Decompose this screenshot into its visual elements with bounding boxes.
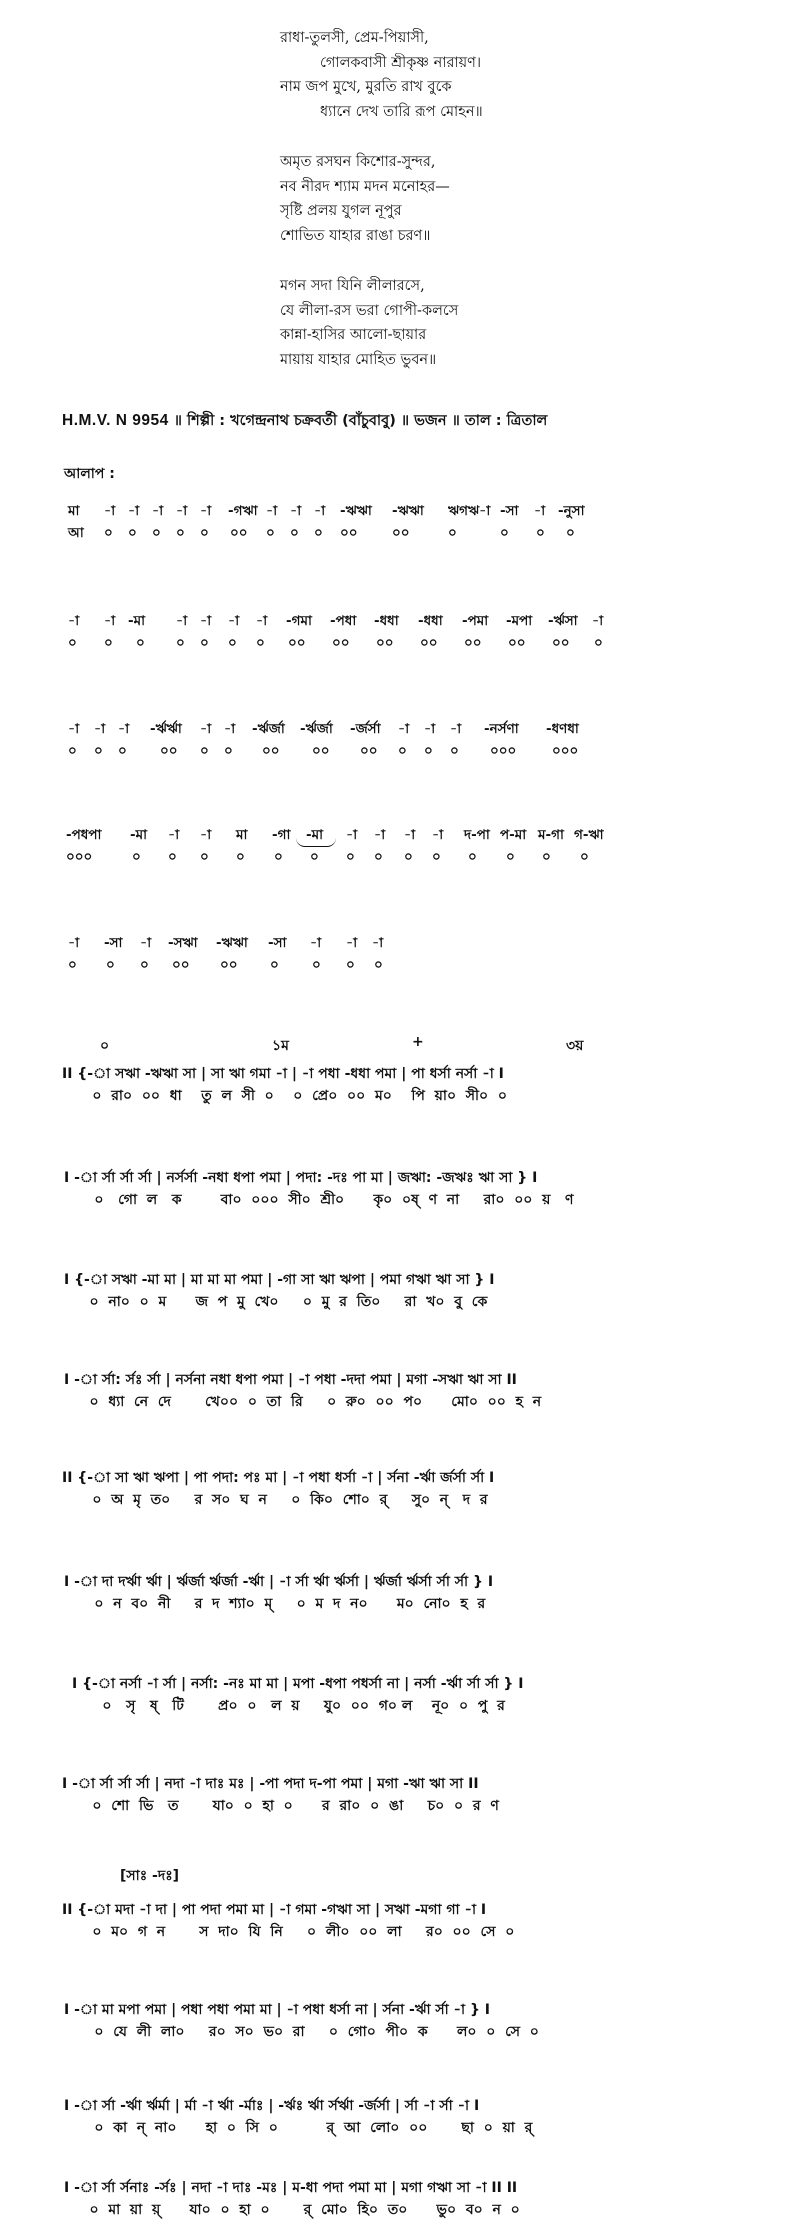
syllable: ০ <box>104 525 113 541</box>
lyric-line: অমৃত রসঘন কিশোর-সুন্দর, <box>280 154 436 170</box>
taal-marker: ১ম <box>272 1038 289 1054</box>
syllable: ০০ <box>464 635 482 651</box>
song-lyrics <box>280 26 700 398</box>
syllable: ০০ <box>160 743 178 759</box>
swara-note: -া <box>104 503 116 519</box>
swara-line: I -া র্সা র্সা র্সা | নর্সর্সা -নধা ধপা পমা | পদা: -দঃ পা মা | জঋা: -জঋঃ ঋা সা } I <box>64 1170 538 1186</box>
swara-note: -া <box>534 503 546 519</box>
swara-note: -নর্সণা <box>484 721 519 737</box>
syllable: ০ <box>506 849 515 865</box>
syllable: ০ <box>94 743 103 759</box>
alap-row <box>0 610 800 654</box>
syllable: ০০ <box>392 525 410 541</box>
swara-note: -া <box>68 613 80 629</box>
syllable: ০ <box>224 743 233 759</box>
swara-note: -া <box>200 503 212 519</box>
syllable: ০ <box>256 635 265 651</box>
syllable: ০ <box>200 849 209 865</box>
swara-note: ম-গা <box>538 827 564 843</box>
syllable-line: ০ মা য়া য়্ যা০ ০ হা ০ র্ মো০ হি০ ত০ ভু০ ব০ ন ০ <box>70 2202 520 2218</box>
bandish-row <box>0 1570 800 1614</box>
swara-note: -র্জর্সা <box>350 721 381 737</box>
syllable: ০০ <box>288 635 306 651</box>
swara-note: -া <box>128 503 140 519</box>
bandish-row <box>0 1672 800 1716</box>
swara-line: I -া র্সা র্সা র্সা | নদা -া দাঃ মঃ | -পা পদা দ-পা পমা | মগা -ঋা ঋা সা II <box>62 1776 479 1792</box>
bandish-row <box>0 1898 800 1942</box>
swara-note: -সঋা <box>168 935 198 951</box>
swara-line: I -া দা দর্ঋা র্ঋা | র্ঋর্জা র্ঋর্জা -র্ঋা | -া র্সা র্ঋা র্ঋর্সা | র্ঋর্জা র্ঋর্সা র্সা র্সা } I <box>64 1574 494 1590</box>
swara-note: -ঋঋা <box>340 503 372 519</box>
lyric-line: রাধা-তুলসী, প্রেম-পিয়াসী, <box>280 30 429 46</box>
swara-note: -র্ঋর্জা <box>252 721 285 737</box>
swara-note: -া <box>168 827 180 843</box>
syllable: ০ <box>106 957 115 973</box>
lyric-line: শোভিত যাহার রাঙা চরণ॥ <box>280 227 431 244</box>
swara-note: গ-ঋা <box>574 827 604 843</box>
syllable: ০০ <box>340 525 358 541</box>
lyric-line: গোলকবাসী শ্রীকৃষ্ণ নারায়ণ। <box>320 54 482 71</box>
swara-line: I -া র্সা: র্সঃ র্সা | নর্সনা নধা ধপা পমা | -া পধা -দদা পমা | মগা -সঋা ঋা সা II <box>64 1372 517 1388</box>
swara-note: -া <box>310 935 322 951</box>
swara-note: -া <box>140 935 152 951</box>
syllable: ০ <box>200 635 209 651</box>
syllable: ০ <box>274 849 283 865</box>
swara-note: -া <box>104 613 116 629</box>
syllable: ০ <box>228 635 237 651</box>
syllable-line: ০ কা ন্ না০ হা ০ সি ০ র্ আ লো০ ০০ ছা ০ য়া র্ <box>70 2120 533 2136</box>
syllable: ০০০ <box>66 849 93 865</box>
swara-note: মা <box>236 827 248 843</box>
bandish-row <box>0 1166 800 1210</box>
lyric-line: মায়ায় যাহার মোহিত ভুবন॥ <box>280 351 437 368</box>
swara-line: I {-া নর্সা -া র্সা | নর্সা: -নঃ মা মা | মপা -ধপা পধর্সা না | নর্সা -র্ঋা র্সা র্সা } I <box>72 1676 524 1692</box>
swara-note: -সা <box>268 935 287 951</box>
syllable: আ <box>68 525 84 541</box>
record-catalog-number: H.M.V. N 9954 <box>62 412 169 429</box>
syllable-line: ০ ন ব০ নী র দ শ্যা০ ম্ ০ ম দ ন০ ম০ নো০ হ র <box>70 1596 486 1612</box>
syllable: ০ <box>374 849 383 865</box>
lyric-line: মগন সদা যিনি লীলারসে, <box>280 278 425 294</box>
swara-note: -া <box>152 503 164 519</box>
syllable: ০ <box>310 849 319 865</box>
syllable: ০ <box>424 743 433 759</box>
swara-note: -ধধা <box>374 613 399 629</box>
syllable: ০০ <box>360 743 378 759</box>
swara-line: II {-া সা ঋা ঋপা | পা পদা: পঃ মা | -া পধা ধর্সা -া | র্সনা -র্ঋা র্জর্সা র্সা I <box>62 1470 495 1486</box>
lyric-stanza <box>280 274 700 372</box>
syllable: ০ <box>346 849 355 865</box>
taal-marker: + <box>412 1034 424 1050</box>
syllable: ০ <box>468 849 477 865</box>
syllable: ০ <box>450 743 459 759</box>
lyric-line: যে লীলা-রস ভরা গোপী-কলসে <box>280 302 459 319</box>
syllable: ০ <box>374 957 383 973</box>
swara-note: -া <box>290 503 302 519</box>
lyric-line: কান্না-হাসির আলো-ছায়ার <box>280 327 427 343</box>
swara-note: -মা <box>130 827 148 843</box>
syllable: ০ <box>118 743 127 759</box>
swara-note: -া <box>224 721 236 737</box>
swara-note: -র্ঋর্ঋা <box>150 721 182 737</box>
swara-note: -া <box>372 935 384 951</box>
bandish-row <box>0 1368 800 1412</box>
syllable: ০ <box>346 957 355 973</box>
syllable-line: ০ গো ল ক বা০ ০০০ সী০ শ্রী০ কৃ০ ০ষ্ ণ না রা০ ০০ য় ণ <box>70 1192 574 1208</box>
record-info-line <box>62 410 762 434</box>
swara-note: -গমা <box>286 613 312 629</box>
swara-line: I -া মা মপা পমা | পধা পধা পমা মা | -া পধা ধর্সা না | র্সনা -র্ঋা র্সা -া } I <box>64 2002 491 2018</box>
syllable: ০ <box>176 635 185 651</box>
alap-row <box>0 718 800 762</box>
swara-note: -া <box>398 721 410 737</box>
swara-note: -ধধা <box>418 613 443 629</box>
alap-row <box>0 824 800 868</box>
syllable: ০০০ <box>552 743 579 759</box>
swara-note: -র্ঋর্জা <box>300 721 333 737</box>
syllable: ০ <box>68 743 77 759</box>
swara-note: -া <box>228 613 240 629</box>
swara-note: -া <box>266 503 278 519</box>
alap-row <box>0 500 800 544</box>
syllable: ০ <box>594 635 603 651</box>
syllable: ০ <box>104 635 113 651</box>
syllable: ০০ <box>508 635 526 651</box>
syllable: ০ <box>266 525 275 541</box>
syllable: ০ <box>500 525 509 541</box>
swara-note: -মা <box>128 613 146 629</box>
swara-line: I -া র্সা র্সনাঃ -র্সঃ | নদা -া দাঃ -মঃ | ম-ধা পদা পমা মা | মগা গঋা সা -া II II <box>64 2180 518 2196</box>
syllable: ০ <box>270 957 279 973</box>
syllable: ০ <box>136 635 145 651</box>
swara-line: II {-া মদা -া দা | পা পদা পমা মা | -া গমা -গঋা সা | সঋা -মগা গা -া I <box>62 1902 487 1918</box>
syllable: ০০ <box>552 635 570 651</box>
swara-note: -া <box>200 721 212 737</box>
swara-note: -সা <box>500 503 519 519</box>
syllable-line: ০ ধ্যা নে দে খে০০ ০ তা রি ০ রু০ ০০ প০ মো০ ০০ হ ন <box>70 1394 542 1410</box>
syllable: ০ <box>398 743 407 759</box>
swara-note: দ-পা <box>464 827 490 843</box>
syllable: ০ <box>290 525 299 541</box>
swara-note: মা <box>68 503 80 519</box>
syllable-line: ০ অ মৃ ত০ র স০ ঘ ন ০ কি০ শো০ র্ সু০ ন্ দ র <box>68 1492 488 1508</box>
bandish-row <box>0 2094 800 2138</box>
syllable: ০ <box>580 849 589 865</box>
swara-note: -গা <box>272 827 291 843</box>
swara-note: -ধণধা <box>546 721 579 737</box>
swara-note: -পমা <box>462 613 489 629</box>
lyric-stanza <box>280 150 700 248</box>
swara-note: -া <box>404 827 416 843</box>
swara-note: -গঋা <box>228 503 258 519</box>
swara-note: -া <box>592 613 604 629</box>
syllable: ০ <box>432 849 441 865</box>
syllable: ০০০ <box>490 743 517 759</box>
syllable: ০ <box>128 525 137 541</box>
swara-line: I -া র্সা -র্ঋা র্ঋর্মা | র্মা -া র্ঋা -র্মাঃ | -র্ঋঃ র্ঋা র্সর্ঋা -র্জর্সা | র্সা -া র্সা -া I <box>64 2098 480 2114</box>
bandish-row <box>0 1062 800 1106</box>
alap-heading: আলাপ : <box>64 466 115 482</box>
swara-note: -া <box>450 721 462 737</box>
syllable: ০ <box>200 525 209 541</box>
bandish-row <box>0 1466 800 1510</box>
swara-note: -া <box>346 935 358 951</box>
swara-note: -া <box>314 503 326 519</box>
syllable: ০ <box>152 525 161 541</box>
swara-note: -পধা <box>330 613 357 629</box>
swara-note: প-মা <box>500 827 527 843</box>
syllable: ০০ <box>376 635 394 651</box>
syllable-line: ০ ম০ গ ন স দা০ যি নি ০ লী০ ০০ লা র০ ০০ সে ০ <box>68 1924 515 1940</box>
lyric-line: নাম জপ মুখে, মুরতি রাখ বুকে <box>280 79 452 95</box>
swara-note: -মা <box>306 827 324 843</box>
syllable: ০ <box>312 957 321 973</box>
taal-marker: ০ <box>100 1038 110 1054</box>
swara-note: -া <box>118 721 130 737</box>
swara-note: -সা <box>104 935 123 951</box>
taal-marker-row <box>0 1034 800 1056</box>
syllable: ০০ <box>420 635 438 651</box>
swara-note: -া <box>68 721 80 737</box>
syllable: ০ <box>140 957 149 973</box>
lyric-stanza <box>280 26 700 124</box>
swara-note: -া <box>200 827 212 843</box>
swara-note: -র্ঋসা <box>548 613 578 629</box>
bracket-note: [সাঃ -দঃ] <box>120 1868 180 1884</box>
meend-arc <box>296 838 336 847</box>
syllable: ০ <box>200 743 209 759</box>
syllable: ০০ <box>332 635 350 651</box>
syllable: ০ <box>448 525 457 541</box>
syllable-line: ০ শো ভি ত যা০ ০ হা ০ র রা০ ০ ঙা চ০ ০ র ণ <box>68 1798 499 1814</box>
syllable-line: ০ সৃ ষ্ টি প্র০ ০ ল য় যু০ ০০ গ০ ল নূ০ ০ পু র <box>78 1698 505 1714</box>
swara-note: -া <box>424 721 436 737</box>
swara-note: -পধপা <box>66 827 102 843</box>
bandish-row <box>0 1772 800 1816</box>
syllable: ০ <box>68 635 77 651</box>
syllable: ০০ <box>172 957 190 973</box>
swara-note: -া <box>346 827 358 843</box>
alap-row <box>0 932 800 976</box>
syllable: ০ <box>542 849 551 865</box>
syllable-line: ০ যে লী লা০ র০ স০ ভ০ রা ০ গো০ পী০ ক ল০ ০ সে ০ <box>70 2024 539 2040</box>
taal-marker: ৩য় <box>566 1038 584 1054</box>
syllable-line: ০ রা০ ০০ ধা তু ল সী ০ ০ প্রে০ ০০ ম০ পি য়া০ সী০ ০ <box>68 1088 507 1104</box>
lyric-line: ধ্যানে দেখ তারি রূপ মোহন॥ <box>320 103 483 120</box>
lyric-line: সৃষ্টি প্রলয় যুগল নূপুর <box>280 203 402 219</box>
swara-note: -া <box>68 935 80 951</box>
swara-line: II {-া সঋা -ঋঋা সা | সা ঋা গমা -া | -া পধা -ধধা পমা | পা ধর্সা নর্সা -া I <box>62 1066 504 1082</box>
bandish-row <box>0 1268 800 1312</box>
swara-note: -া <box>432 827 444 843</box>
swara-note: -া <box>374 827 386 843</box>
lyric-line: নব নীরদ শ্যাম মদন মনোহর— <box>280 178 450 195</box>
syllable: ০ <box>236 849 245 865</box>
record-details: ॥ শিল্পী : খগেন্দ্রনাথ চক্রবর্তী (বাঁচুবাবু) ॥ ভজন ॥ তাল : ত্রিতাল <box>168 413 548 429</box>
swara-note: -ঋঋা <box>392 503 424 519</box>
syllable: ০০ <box>230 525 248 541</box>
swara-line: I {-া সঋা -মা মা | মা মা মা পমা | -গা সা ঋা ঋপা | পমা গঋা ঋা সা } I <box>64 1272 495 1288</box>
swara-note: -নুসা <box>558 503 585 519</box>
bandish-row <box>0 2176 800 2220</box>
syllable: ০ <box>176 525 185 541</box>
syllable: ০০ <box>220 957 238 973</box>
syllable: ০ <box>132 849 141 865</box>
syllable: ০ <box>566 525 575 541</box>
swara-note: -া <box>94 721 106 737</box>
syllable-line: ০ না০ ০ ম জ প মু খে০ ০ মু র তি০ রা খ০ বু কে <box>70 1294 488 1310</box>
swara-note: -া <box>176 503 188 519</box>
syllable: ০ <box>168 849 177 865</box>
syllable: ০ <box>68 957 77 973</box>
syllable: ০ <box>404 849 413 865</box>
syllable: ০ <box>314 525 323 541</box>
swara-note: -া <box>176 613 188 629</box>
swara-note: -মপা <box>506 613 533 629</box>
syllable: ০০ <box>312 743 330 759</box>
bandish-row <box>0 1998 800 2042</box>
swara-note: -ঋঋা <box>216 935 248 951</box>
swara-note: -া <box>256 613 268 629</box>
swara-note: -া <box>200 613 212 629</box>
swara-note: ঋগঋ-া <box>448 503 491 519</box>
syllable: ০০ <box>262 743 280 759</box>
syllable: ০ <box>536 525 545 541</box>
